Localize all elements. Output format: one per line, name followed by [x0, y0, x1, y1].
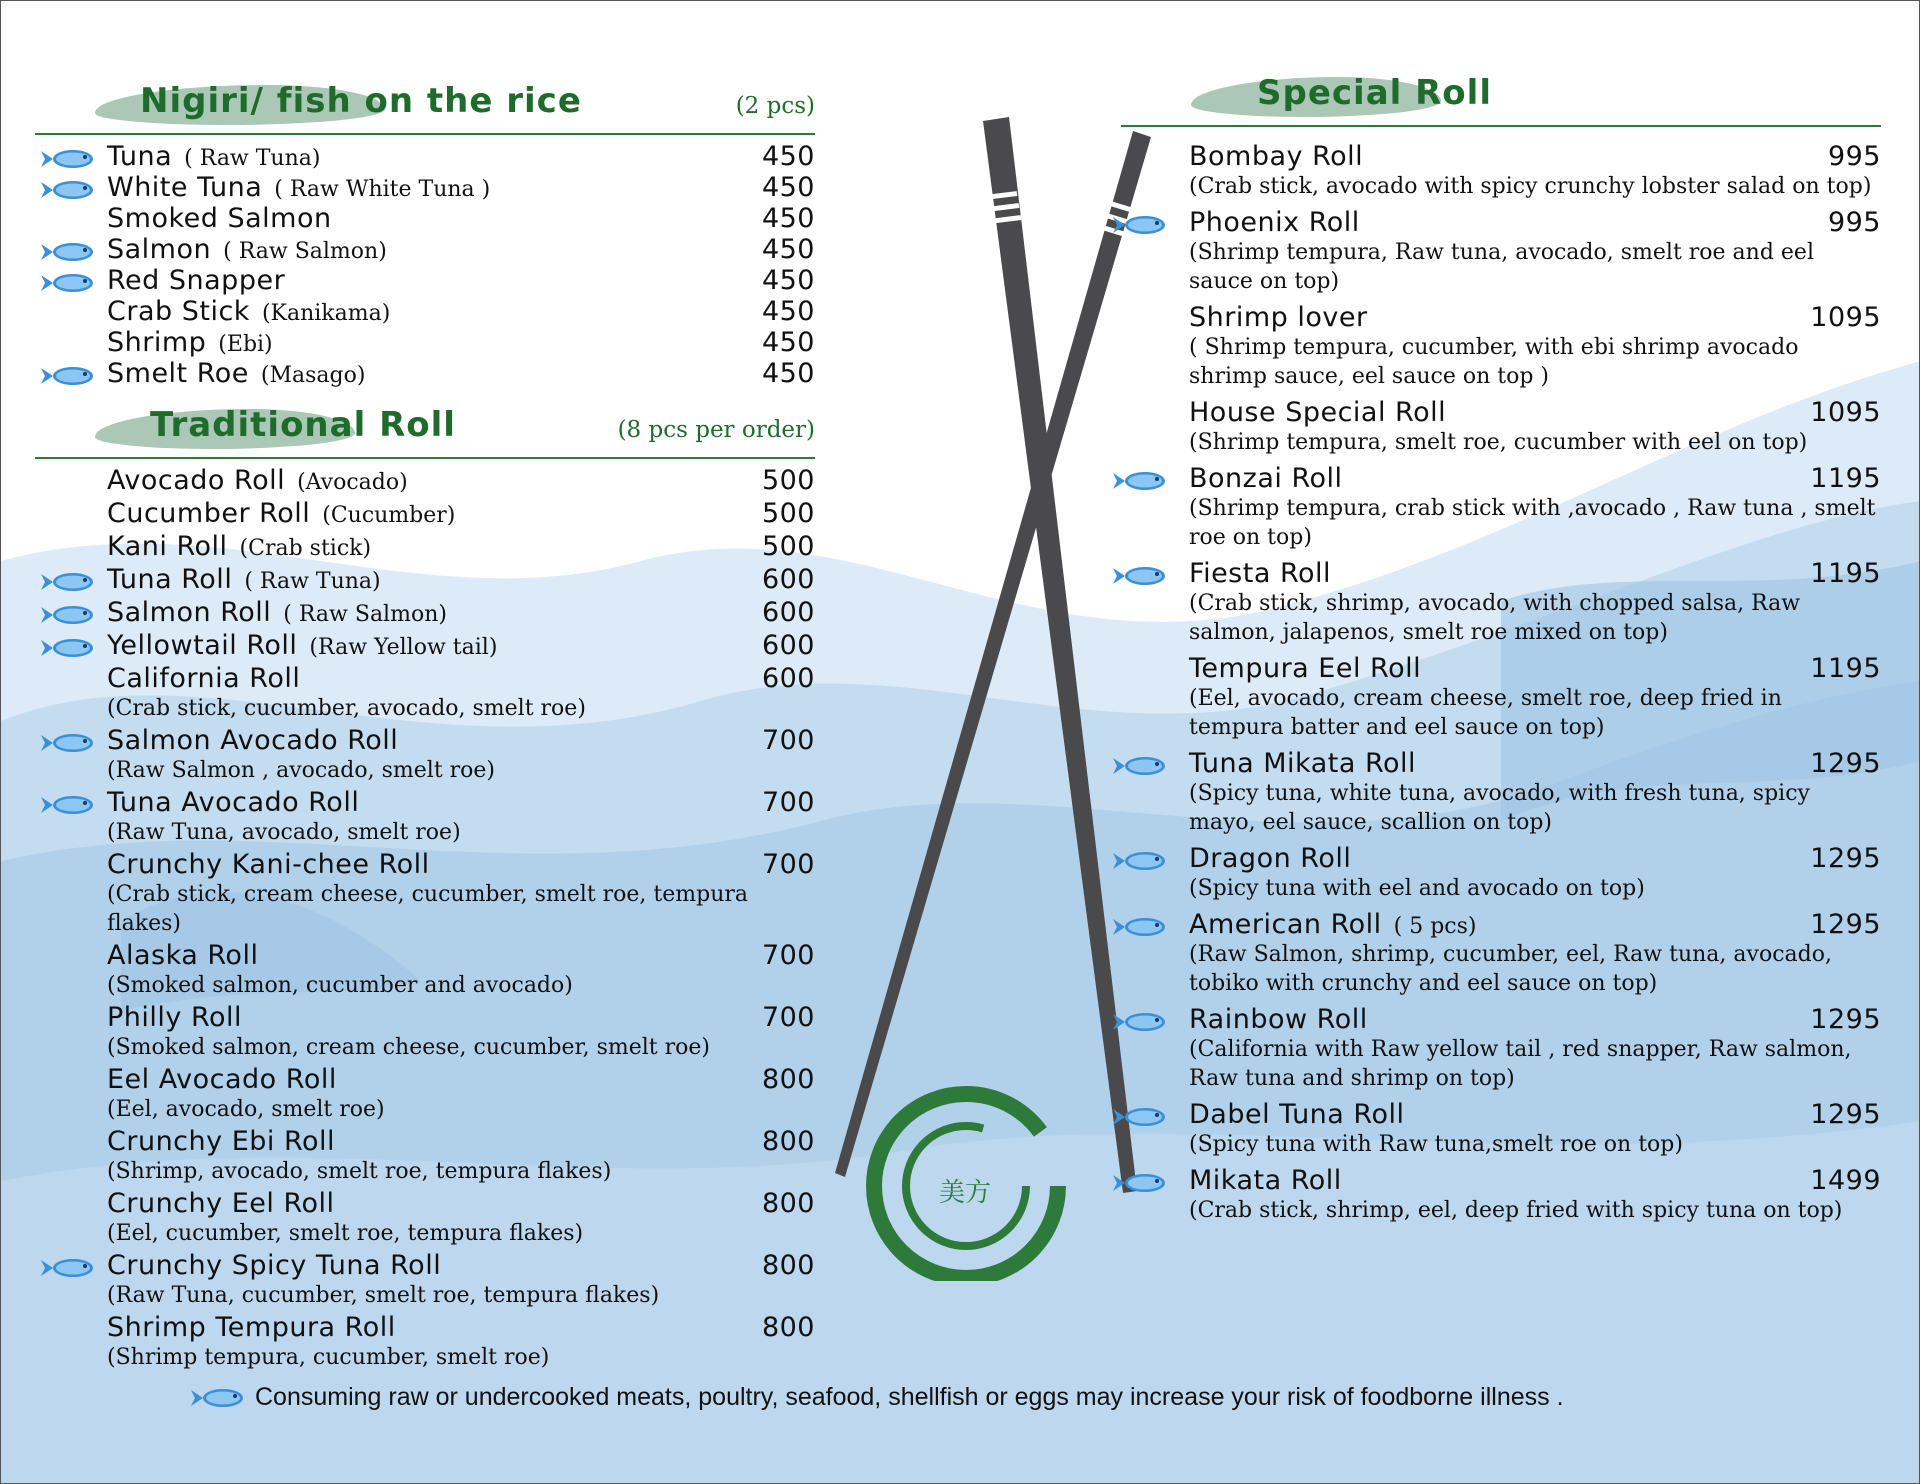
item-description: (Eel, avocado, smelt roe): [107, 1097, 385, 1122]
item-name: California Roll: [107, 663, 301, 694]
item-name: Salmon Roll: [107, 597, 272, 628]
item-name: Tuna Avocado Roll: [107, 787, 360, 818]
menu-item-row: [107, 849, 815, 880]
raw-fish-icon: [1111, 1105, 1169, 1129]
menu-item-row: [1189, 207, 1881, 238]
menu-item: [35, 1312, 815, 1372]
menu-item-row: [107, 630, 815, 661]
item-price: 1295: [1810, 748, 1881, 779]
item-note: (Cucumber): [322, 503, 456, 528]
menu-item-row: [1189, 843, 1881, 874]
traditional-list: [35, 465, 815, 1372]
menu-item: [35, 940, 815, 1000]
menu-item-row: [107, 940, 815, 971]
menu-item: [35, 564, 815, 595]
item-name: Shrimp: [107, 327, 207, 358]
special-list: [1121, 141, 1881, 1225]
item-note: ( Raw Salmon): [283, 602, 447, 627]
item-price: 700: [761, 725, 815, 756]
raw-fish-icon: [1111, 754, 1169, 778]
item-name: Crunchy Kani-chee Roll: [107, 849, 430, 880]
item-name: Crab Stick: [107, 296, 250, 327]
item-price: 450: [761, 358, 815, 389]
item-name: White Tuna: [107, 172, 263, 203]
item-name: Kani Roll: [107, 531, 228, 562]
menu-item-row: [1189, 748, 1881, 779]
item-note: ( Raw Tuna): [184, 146, 321, 171]
right-column: [1121, 71, 1881, 1231]
logo-text: 美方: [939, 1178, 992, 1208]
item-price: 1095: [1810, 302, 1881, 333]
menu-item: [35, 296, 815, 327]
item-description: (Spicy tuna, white tuna, avocado, with fresh tuna, spicy mayo, eel sauce, scallion on top): [1189, 781, 1810, 835]
item-description: (Crab stick, shrimp, eel, deep fried with spicy tuna on top): [1189, 1198, 1843, 1223]
item-price: 700: [761, 1002, 815, 1033]
nigiri-list: [35, 141, 815, 389]
item-note: ( Raw White Tuna ): [274, 177, 491, 202]
menu-item: [1121, 558, 1881, 647]
raw-fish-icon: [1111, 213, 1169, 237]
menu-item: [35, 597, 815, 628]
raw-fish-icon: [39, 1256, 97, 1280]
item-price: 1195: [1810, 463, 1881, 494]
menu-item-row: [1189, 463, 1881, 494]
item-description: (Raw Tuna, avocado, smelt roe): [107, 820, 461, 845]
item-name: Tuna Mikata Roll: [1189, 748, 1417, 779]
raw-fish-icon: [1111, 1010, 1169, 1034]
item-description: (Crab stick, cucumber, avocado, smelt roe): [107, 696, 586, 721]
left-column: [35, 79, 815, 1372]
menu-item: [35, 663, 815, 723]
menu-item-row: [107, 265, 815, 296]
fish-icon: [189, 1386, 247, 1410]
item-name: Salmon: [107, 234, 212, 265]
item-price: 1195: [1810, 653, 1881, 684]
item-description: (Raw Tuna, cucumber, smelt roe, tempura flakes): [107, 1283, 660, 1308]
menu-item: [35, 787, 815, 847]
menu-item: [1121, 141, 1881, 201]
raw-fish-icon: [1111, 469, 1169, 493]
item-note: (Avocado): [297, 470, 408, 495]
menu-item-row: [107, 327, 815, 358]
footer-text: Consuming raw or undercooked meats, poultry, seafood, shellfish or eggs may increase your risk of foodborne illness .: [255, 1383, 1564, 1411]
item-description: (Crab stick, avocado with spicy crunchy lobster salad on top): [1189, 174, 1872, 199]
menu-item: [1121, 748, 1881, 837]
menu-item: [35, 849, 815, 938]
section-note: (2 pcs): [735, 93, 815, 119]
item-name: Shrimp lover: [1189, 302, 1368, 333]
menu-item: [35, 141, 815, 172]
menu-item: [35, 327, 815, 358]
item-description: (Crab stick, cream cheese, cucumber, smelt roe, tempura flakes): [107, 882, 749, 936]
menu-item-row: [1189, 141, 1881, 172]
special-header: [1121, 71, 1881, 127]
menu-item: [35, 725, 815, 785]
item-name: Tempura Eel Roll: [1189, 653, 1422, 684]
item-price: 800: [761, 1250, 815, 1281]
item-description: (Spicy tuna with Raw tuna,smelt roe on top): [1189, 1132, 1683, 1157]
item-price: 800: [761, 1312, 815, 1343]
menu-item-row: [1189, 558, 1881, 589]
item-name: Crunchy Ebi Roll: [107, 1126, 336, 1157]
item-name: Alaska Roll: [107, 940, 259, 971]
raw-fish-icon: [39, 271, 97, 295]
menu-item: [35, 1188, 815, 1248]
item-price: 450: [761, 296, 815, 327]
item-description: (Crab stick, shrimp, avocado, with chopped salsa, Raw salmon, jalapenos, smelt roe mixed on top): [1189, 591, 1801, 645]
menu-item-row: [107, 531, 815, 562]
item-price: 1295: [1810, 909, 1881, 940]
item-price: 450: [761, 327, 815, 358]
item-description: (Raw Salmon, shrimp, cucumber, eel, Raw tuna, avocado, tobiko with crunchy and eel sauce on top): [1189, 942, 1832, 996]
item-name: Shrimp Tempura Roll: [107, 1312, 396, 1343]
menu-item-row: [107, 725, 815, 756]
item-description: (Eel, cucumber, smelt roe, tempura flakes): [107, 1221, 584, 1246]
menu-item: [35, 531, 815, 562]
item-price: 800: [761, 1126, 815, 1157]
item-description: (Shrimp tempura, smelt roe, cucumber with eel on top): [1189, 430, 1808, 455]
menu-item: [35, 172, 815, 203]
item-name: Yellowtail Roll: [107, 630, 298, 661]
item-description: (Shrimp, avocado, smelt roe, tempura flakes): [107, 1159, 612, 1184]
menu-item: [1121, 463, 1881, 552]
item-price: 1195: [1810, 558, 1881, 589]
section-note: (8 pcs per order): [617, 417, 815, 443]
nigiri-header: [35, 79, 815, 135]
item-description: (Shrimp tempura, Raw tuna, avocado, smelt roe and eel sauce on top): [1189, 240, 1814, 294]
menu-item: [35, 234, 815, 265]
item-name: Bombay Roll: [1189, 141, 1364, 172]
raw-fish-icon: [1111, 564, 1169, 588]
menu-item: [1121, 653, 1881, 742]
menu-item-row: [107, 1002, 815, 1033]
menu-item-row: [1189, 1004, 1881, 1035]
menu-item-row: [107, 498, 815, 529]
menu-item: [35, 1002, 815, 1062]
menu-item: [35, 498, 815, 529]
item-price: 450: [761, 141, 815, 172]
raw-fish-icon: [39, 636, 97, 660]
item-price: 600: [761, 663, 815, 694]
menu-item-row: [107, 564, 815, 595]
item-price: 700: [761, 849, 815, 880]
item-name: Dabel Tuna Roll: [1189, 1099, 1405, 1130]
raw-fish-icon: [39, 178, 97, 202]
menu-item-row: [1189, 653, 1881, 684]
footer-warning: [189, 1383, 1564, 1412]
item-name: House Special Roll: [1189, 397, 1447, 428]
menu-item-row: [1189, 1099, 1881, 1130]
item-name: Red Snapper: [107, 265, 286, 296]
menu-item: [1121, 207, 1881, 296]
menu-item: [35, 1126, 815, 1186]
item-price: 1295: [1810, 1004, 1881, 1035]
item-price: 500: [761, 498, 815, 529]
menu-item-row: [1189, 909, 1881, 940]
item-price: 450: [761, 234, 815, 265]
menu-item-row: [107, 787, 815, 818]
menu-item: [1121, 1099, 1881, 1159]
item-price: 600: [761, 597, 815, 628]
item-price: 600: [761, 630, 815, 661]
item-price: 700: [761, 940, 815, 971]
item-price: 1095: [1810, 397, 1881, 428]
item-name: Mikata Roll: [1189, 1165, 1342, 1196]
item-price: 500: [761, 531, 815, 562]
item-description: ( Shrimp tempura, cucumber, with ebi shrimp avocado shrimp sauce, eel sauce on top ): [1189, 335, 1799, 389]
item-name: Bonzai Roll: [1189, 463, 1343, 494]
menu-item-row: [107, 203, 815, 234]
item-note: (Kanikama): [261, 301, 391, 326]
section-title: Special Roll: [1257, 73, 1492, 113]
menu-item-row: [107, 1312, 815, 1343]
item-description: (Shrimp tempura, cucumber, smelt roe): [107, 1345, 550, 1370]
raw-fish-icon: [1111, 915, 1169, 939]
item-name: Tuna: [107, 141, 173, 172]
item-price: 450: [761, 265, 815, 296]
item-name: Tuna Roll: [107, 564, 233, 595]
menu-item-row: [107, 663, 815, 694]
chopsticks-illustration: [821, 101, 1151, 1281]
item-name: Dragon Roll: [1189, 843, 1352, 874]
item-name: Phoenix Roll: [1189, 207, 1360, 238]
item-price: 600: [761, 564, 815, 595]
item-price: 450: [761, 172, 815, 203]
item-name: Rainbow Roll: [1189, 1004, 1368, 1035]
item-note: ( Raw Tuna): [244, 569, 381, 594]
menu-item: [35, 358, 815, 389]
menu-item-row: [107, 141, 815, 172]
menu-item-row: [107, 1188, 815, 1219]
raw-fish-icon: [39, 240, 97, 264]
item-description: (Smoked salmon, cucumber and avocado): [107, 973, 573, 998]
item-name: Crunchy Eel Roll: [107, 1188, 335, 1219]
raw-fish-icon: [39, 603, 97, 627]
menu-item: [1121, 397, 1881, 457]
menu-item: [1121, 302, 1881, 391]
menu-item: [1121, 843, 1881, 903]
item-price: 1295: [1810, 1099, 1881, 1130]
menu-item-row: [107, 597, 815, 628]
menu-item-row: [107, 358, 815, 389]
item-note: (Ebi): [218, 332, 273, 357]
item-name: American Roll: [1189, 909, 1382, 940]
menu-item: [1121, 1165, 1881, 1225]
item-price: 995: [1827, 141, 1881, 172]
item-price: 1295: [1810, 843, 1881, 874]
section-title: Nigiri/ fish on the rice: [140, 81, 582, 121]
menu-item-row: [1189, 397, 1881, 428]
menu-item: [35, 265, 815, 296]
item-name: Philly Roll: [107, 1002, 243, 1033]
item-description: (Eel, avocado, cream cheese, smelt roe, deep fried in tempura batter and eel sauce on top): [1189, 686, 1782, 740]
item-note: ( 5 pcs): [1393, 914, 1477, 939]
menu-item: [35, 203, 815, 234]
item-description: (Smoked salmon, cream cheese, cucumber, smelt roe): [107, 1035, 710, 1060]
item-name: Fiesta Roll: [1189, 558, 1332, 589]
section-title: Traditional Roll: [150, 405, 456, 445]
menu-item-row: [107, 172, 815, 203]
menu-item: [1121, 909, 1881, 998]
item-description: (Spicy tuna with eel and avocado on top): [1189, 876, 1645, 901]
item-price: 800: [761, 1064, 815, 1095]
item-name: Crunchy Spicy Tuna Roll: [107, 1250, 442, 1281]
traditional-header: [35, 403, 815, 459]
item-price: 800: [761, 1188, 815, 1219]
menu-item: [1121, 1004, 1881, 1093]
menu-item-row: [107, 1250, 815, 1281]
raw-fish-icon: [39, 731, 97, 755]
item-name: Salmon Avocado Roll: [107, 725, 399, 756]
item-name: Eel Avocado Roll: [107, 1064, 337, 1095]
item-note: (Crab stick): [239, 536, 372, 561]
item-description: (California with Raw yellow tail , red snapper, Raw salmon, Raw tuna and shrimp on top): [1189, 1037, 1852, 1091]
item-note: ( Raw Salmon): [223, 239, 387, 264]
item-name: Avocado Roll: [107, 465, 286, 496]
raw-fish-icon: [39, 793, 97, 817]
item-price: 995: [1827, 207, 1881, 238]
item-price: 700: [761, 787, 815, 818]
item-description: (Shrimp tempura, crab stick with ,avocado , Raw tuna , smelt roe on top): [1189, 496, 1876, 550]
menu-item: [35, 630, 815, 661]
menu-item-row: [107, 296, 815, 327]
enso-logo: [874, 1094, 1058, 1278]
menu-item: [35, 465, 815, 496]
item-price: 1499: [1810, 1165, 1881, 1196]
item-price: 450: [761, 203, 815, 234]
item-note: (Masago): [260, 363, 366, 388]
menu-item-row: [1189, 302, 1881, 333]
menu-item-row: [107, 234, 815, 265]
item-name: Smoked Salmon: [107, 203, 332, 234]
item-name: Cucumber Roll: [107, 498, 311, 529]
item-description: (Raw Salmon , avocado, smelt roe): [107, 758, 496, 783]
menu-item-row: [1189, 1165, 1881, 1196]
menu-item: [35, 1064, 815, 1124]
menu-item-row: [107, 1126, 815, 1157]
item-note: (Raw Yellow tail): [309, 635, 498, 660]
menu-item-row: [107, 1064, 815, 1095]
raw-fish-icon: [1111, 1171, 1169, 1195]
menu-item: [35, 1250, 815, 1310]
item-name: Smelt Roe: [107, 358, 249, 389]
raw-fish-icon: [1111, 849, 1169, 873]
raw-fish-icon: [39, 147, 97, 171]
menu-item-row: [107, 465, 815, 496]
item-price: 500: [761, 465, 815, 496]
raw-fish-icon: [39, 570, 97, 594]
raw-fish-icon: [39, 364, 97, 388]
